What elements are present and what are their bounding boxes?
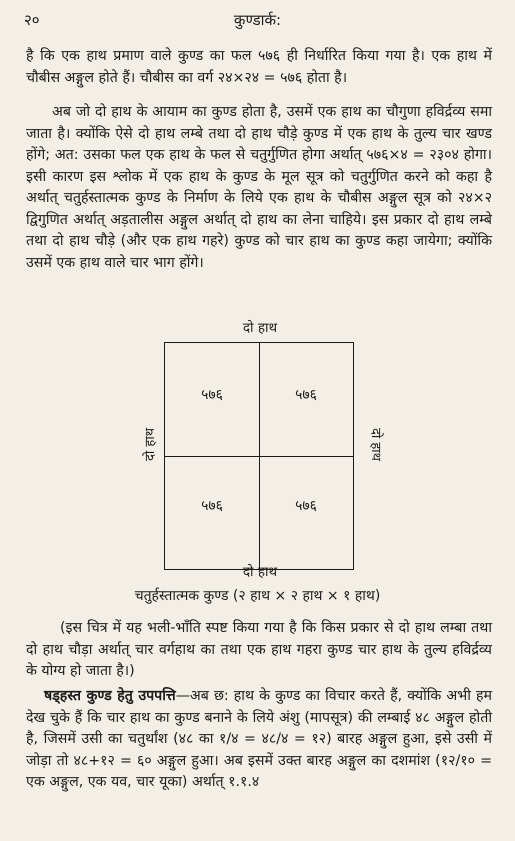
paragraph-3: (इस चित्र में यह भली-भाँति स्पष्ट किया गया है कि किस प्रकार से दो हाथ लम्बा तथा दो हाथ चौड़ा अर्थात् चार वर्गहाथ का तथा एक हाथ गहरा कुण्ड चार हाथ के तुल्य हविर्द्रव्य के योग्य हो जाता है।) <box>26 620 492 679</box>
paragraph-1: है कि एक हाथ प्रमाण वाले कुण्ड का फल ५७६ ही निर्धारित किया गया है। एक हाथ में चौबीस अङ्गुल होते हैं। चौबीस का वर्ग २४×२४ = ५७६ होता है। <box>26 48 492 86</box>
grid-cell-bottom-left: ५७६ <box>201 498 223 514</box>
page-number: २० <box>24 11 40 29</box>
paragraph-4-body: —अब छ: हाथ के कुण्ड का विचार करते हैं, क्योंकि अभी हम देख चुके हैं कि चार हाथ का कुण्ड बनाने के लिये अंशु (मापसूत्र) की लम्बाई ४८ अङ्गुल होती है, जिसमें उसी का चतुर्थांश (४८ का १/४ = ४८/४ = १२) बारह अङ्गुल हुआ, इसे उसी में जोड़ा तो ४८+१२ = ६० अङ्गुल हुआ। अब इसमें उक्त बारह अङ्गुल का दशमांश (१२/१० = एक अङ्गुल, एक यव, चार यूका) अर्थात् १.१.४ <box>26 688 493 790</box>
diagram-bottom-label: दो हाथ <box>242 564 278 580</box>
kund-diagram <box>130 318 390 604</box>
paragraph-4 <box>26 686 492 794</box>
paragraph-2: अब जो दो हाथ के आयाम का कुण्ड होता है, उसमें एक हाथ का चौगुणा हविर्द्रव्य समा जाता है। क्योंकि ऐसे दो हाथ लम्बे तथा दो हाथ चौड़े कुण्ड में एक हाथ के तुल्य चार खण्ड होंगे; अत: उसका फल एक हाथ के फल से चतुर्गुणित होगा अर्थात् ५७६×४ = २३०४ होगा। इसी कारण इस श्लोक में एक हाथ के कुण्ड के मूल सूत्र को चतुर्गुणित करने को कहा है अर्थात् चतुर्हस्तात्मक कुण्ड के निर्माण के लिये एक हाथ के चौबीस अङ्गुल सूत्र को २४×२ द्विगुणित अर्थात् अड़तालीस अङ्गुल अर्थात् दो हाथ का लेना चाहिये। इस प्रकार दो हाथ लम्बे तथा दो हाथ चौड़े (और एक हाथ गहरे) कुण्ड को चार हाथ का कुण्ड कहा जायेगा; क्योंकि उसमें एक हाथ वाले चार भाग होंगे। <box>26 104 492 271</box>
grid-cell-top-right: ५७६ <box>295 387 317 403</box>
grid-cell-top-left: ५७६ <box>201 387 223 403</box>
grid-cell-bottom-right: ५७६ <box>295 498 317 514</box>
page-header <box>0 10 515 32</box>
section-heading: षड्हस्त कुण्ड हेतु उपपत्ति <box>44 688 176 704</box>
diagram-top-label: दो हाथ <box>242 320 278 336</box>
diagram-left-label: दो हाथ <box>143 428 158 461</box>
running-head: कुण्डार्क: <box>233 11 282 29</box>
diagram-right-label: दो हाथ <box>368 428 383 461</box>
diagram-grid <box>164 342 354 570</box>
figure-caption: चतुर्हस्तात्मक कुण्ड (२ हाथ × २ हाथ × १ हाथ) <box>134 588 381 604</box>
